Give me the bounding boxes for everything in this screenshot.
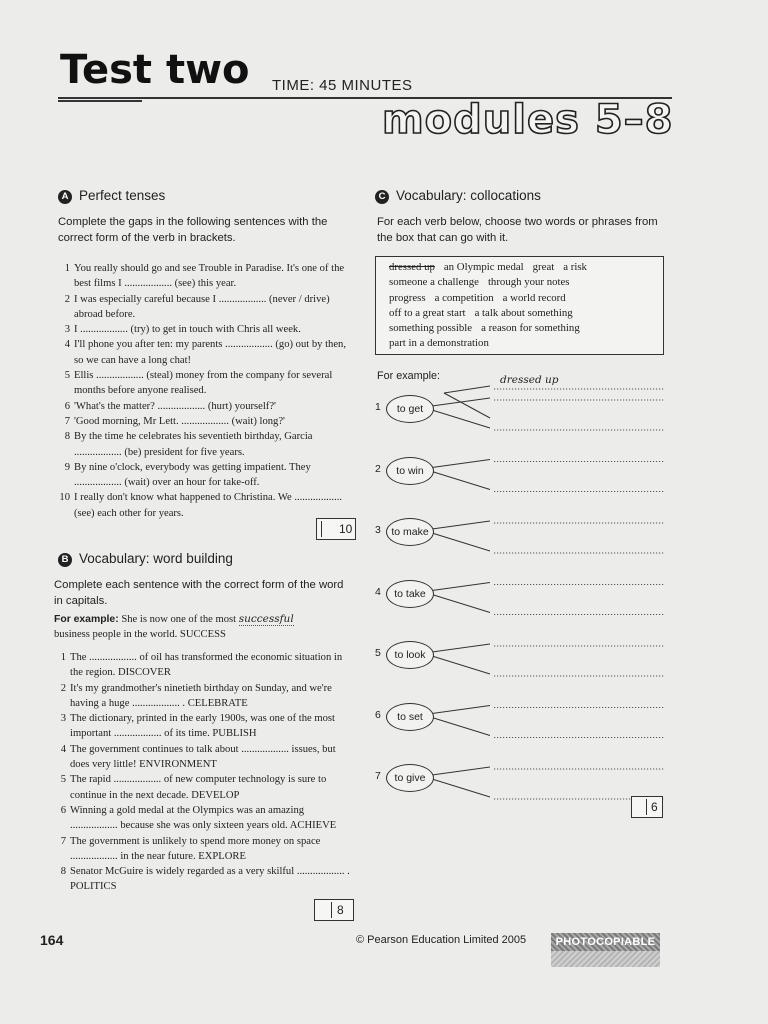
word-box-phrase: off to a great start (389, 306, 466, 319)
section-b-item-text: The government continues to talk about .................. issues, but does very little! ENVIRONMENT (70, 743, 336, 771)
verb-connector-line (432, 521, 490, 529)
section-c-example-label: For example: (377, 370, 441, 382)
page-number: 164 (40, 932, 64, 948)
section-b-item-text: The dictionary, printed in the early 1900s, was one of the most important .................. of its time. PUBLISH (70, 713, 335, 740)
section-a-item-number: 9 (64, 461, 70, 473)
section-a-instruction: Complete the gaps in the following sentences with the correct form of the verb in brackets. (58, 216, 328, 244)
verb-connector-line (432, 583, 490, 591)
section-a-item-text: I really don't know what happened to Christina. We .................. (see) each other for years. (74, 492, 343, 519)
verb-number: 3 (375, 524, 381, 536)
section-a-score: 10 (339, 522, 353, 536)
section-b-item-number: 8 (60, 866, 66, 878)
section-a-item-number: 6 (64, 400, 70, 412)
verb-number: 1 (375, 401, 381, 413)
section-c-score: 6 (651, 800, 658, 814)
section-b-item-text: The .................. of oil has transformed the economic situation in the region. DISCOVER (70, 652, 343, 679)
verb-connector-line (432, 460, 490, 468)
word-box-phrase: someone a challenge (389, 276, 479, 289)
section-a-title: Perfect tenses (79, 188, 166, 203)
section-b-example-after: business people in the world. SUCCESS (54, 629, 226, 641)
section-b-item-text: Winning a gold medal at the Olympics was an amazing .................. because she was only sixteen years old. ACHIEVE (70, 804, 337, 832)
section-b-title: Vocabulary: word building (79, 551, 233, 566)
section-b-item-text: Senator McGuire is widely regarded as a very skilful .................. . POLITICS (70, 866, 350, 893)
example-connector-line (444, 386, 490, 393)
word-box-phrase: a reason for something (481, 322, 580, 335)
section-a-item-number: 5 (64, 370, 70, 382)
section-c-title: Vocabulary: collocations (396, 188, 541, 203)
word-box-phrase: dressed up (389, 261, 435, 273)
word-box-phrase: through your notes (487, 276, 570, 289)
word-box-phrase: something possible (389, 322, 473, 335)
example-connector-line (444, 393, 490, 418)
section-a-item-number: 8 (64, 431, 70, 443)
verb-number: 6 (375, 708, 381, 721)
word-box-phrase: an Olympic medal (443, 261, 524, 273)
word-box-phrase: a talk about something (474, 306, 573, 319)
word-box-phrase: great (532, 261, 555, 273)
verb-connector-line (432, 595, 490, 613)
photocopiable-badge: PHOTOCOPIABLE (551, 933, 660, 951)
section-a-item-text: Ellis .................. (steal) money from the company for several months before anyone realised. (74, 370, 333, 397)
verb-bubble-to-make: to make (386, 518, 434, 546)
copyright-notice: © Pearson Education Limited 2005 (356, 934, 527, 946)
section-b-example-before: She is now one of the most (121, 614, 237, 625)
verb-connector-line (432, 410, 490, 428)
modules-title: modules 5–8 (382, 97, 674, 143)
photocopiable-texture (551, 951, 660, 967)
section-b-item-number: 4 (60, 743, 66, 755)
section-b-instruction: Complete each sentence with the correct form of the word in capitals. (54, 579, 344, 607)
section-a-item-text: By the time he celebrates his seventieth birthday, Garcia .................. (be) president for five years. (74, 431, 313, 458)
section-a-item-text: 'What's the matter? .................. (hurt) yourself?' (74, 400, 276, 412)
verb-bubble-to-get: to get (386, 395, 434, 423)
verb-connector-line (432, 779, 490, 797)
verb-number: 4 (375, 585, 381, 598)
section-b-item-number: 6 (60, 804, 66, 816)
section-a-item-number: 7 (64, 415, 70, 427)
section-a-item-text: I .................. (try) to get in touch with Chris all week. (74, 324, 301, 336)
section-b-example-label: For example: (54, 614, 119, 625)
section-a-item-text: By nine o'clock, everybody was getting impatient. They .................. (wait) over an hour for take-off. (74, 461, 311, 489)
section-b-score: 8 (337, 903, 344, 917)
section-b-example-answer: successful (238, 613, 294, 625)
test-time: TIME: 45 MINUTES (272, 77, 413, 94)
section-b-item-number: 7 (60, 835, 66, 847)
verb-connector-line (432, 718, 490, 736)
section-b-item-text: The rapid .................. of new computer technology is sure to continue in the next decade. DEVELOP (70, 774, 327, 801)
verb-connector-line (432, 533, 490, 551)
verb-bubble-to-win: to win (386, 457, 434, 485)
verb-bubble-to-set: to set (386, 703, 434, 731)
word-box-phrase: a world record (502, 291, 566, 304)
verb-bubble-to-give: to give (386, 764, 434, 792)
word-box-phrase: a competition (434, 291, 494, 304)
section-a-item-number: 1 (64, 263, 70, 274)
section-c-instruction: For each verb below, choose two words or phrases from the box that can go with it. (377, 216, 658, 244)
section-c-score-box (631, 796, 663, 818)
word-box-phrase: part in a demonstration (389, 337, 489, 350)
section-a-item-number: 3 (64, 324, 70, 336)
verb-connector-line (432, 398, 490, 406)
section-b-item-text: It's my grandmother's ninetieth birthday on Sunday, and we're having a huge .................. . CELEBRATE (70, 682, 332, 709)
word-box-phrase: a risk (563, 261, 587, 273)
section-a-item-text: 'Good morning, Mr Lett. .................. (wait) long?' (74, 415, 285, 427)
verb-number: 2 (375, 462, 381, 475)
verb-connector-line (432, 656, 490, 674)
section-a-item-number: 2 (64, 293, 70, 305)
section-b-item-number: 1 (60, 652, 66, 663)
verb-bubble-to-look: to look (386, 641, 434, 669)
verb-number: 5 (375, 647, 381, 659)
section-a-item-text: I was especially careful because I .................. (never / drive) abroad before. (74, 293, 330, 320)
verb-connector-line (432, 767, 490, 775)
section-b-item-number: 2 (60, 682, 66, 694)
section-b-item-number: 3 (60, 713, 66, 725)
section-b-item-number: 5 (60, 774, 66, 786)
section-a-item-number: 4 (64, 339, 70, 351)
test-title: Test two (60, 47, 250, 93)
verb-connector-line (432, 706, 490, 714)
word-box-phrase: progress (389, 291, 426, 304)
section-c-badge: C (375, 190, 389, 204)
verb-bubble-to-take: to take (386, 580, 434, 608)
verb-number: 7 (375, 770, 381, 782)
section-c-example-answer: dressed up (500, 374, 559, 386)
section-b-badge: B (58, 553, 72, 567)
section-a-item-text: You really should go and see Trouble in Paradise. It's one of the best films I .................. (see) this year. (74, 263, 345, 290)
section-a-badge: A (58, 190, 72, 204)
section-a-item-number: 10 (59, 492, 70, 504)
verb-connector-line (432, 472, 490, 490)
section-b-item-text: The government is unlikely to spend more money on space .................. in the near future. EXPLORE (70, 835, 321, 862)
verb-connector-line (432, 644, 490, 652)
section-a-item-text: I'll phone you after ten: my parents .................. (go) out by then, so we can have a long chat! (74, 339, 346, 366)
